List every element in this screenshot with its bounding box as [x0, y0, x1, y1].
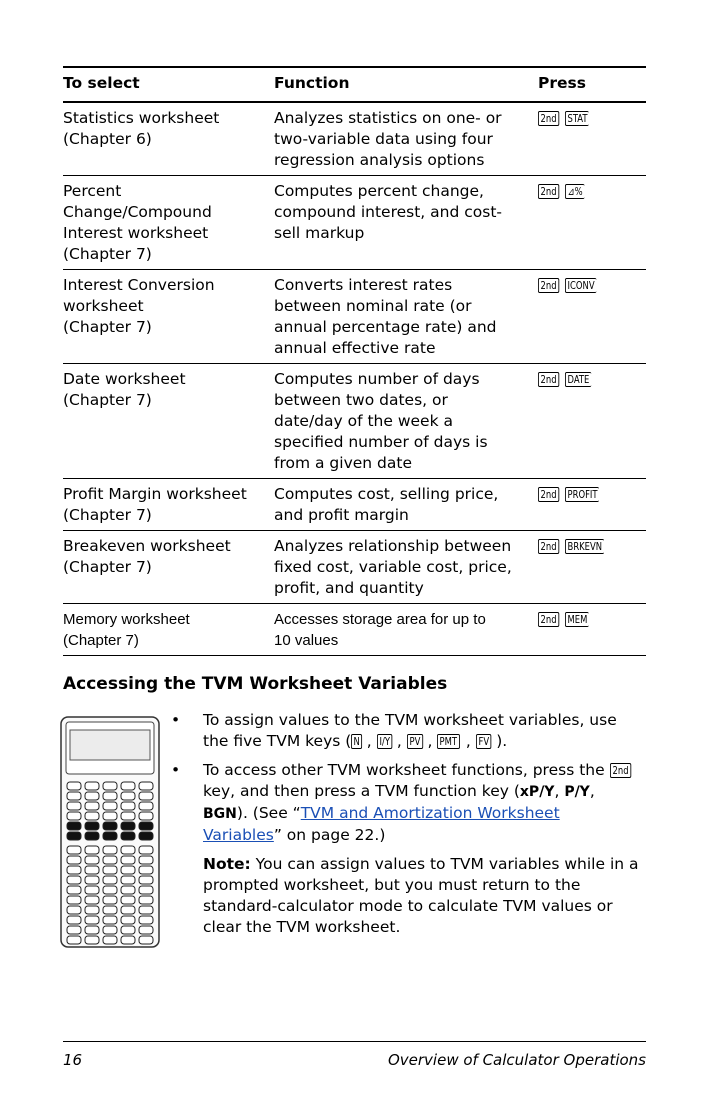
bullet2-text: To access other TVM worksheet functions, press the — [203, 761, 610, 779]
bullet1-line2 — [203, 731, 648, 752]
tvm-keys — [351, 732, 496, 750]
cell-function-line: Analyzes relationship between — [274, 537, 512, 555]
calculator-key — [139, 822, 153, 830]
calculator-key — [103, 916, 117, 924]
calculator-key — [103, 846, 117, 854]
key-2nd: 2nd — [610, 763, 631, 778]
calculator-key — [85, 802, 99, 810]
calculator-key — [85, 906, 99, 914]
key-cap: 2nd — [538, 612, 559, 627]
calculator-key — [67, 846, 81, 854]
table-row — [63, 531, 646, 604]
cell-function-line: Computes number of days — [274, 370, 480, 388]
calculator-key — [121, 832, 135, 840]
tvm-key: FV — [476, 734, 492, 749]
cell-to-select-line: Statistics worksheet — [63, 109, 220, 127]
tvm-worksheet-link[interactable]: TVM and Amortization Worksheet — [300, 804, 560, 822]
calculator-key — [67, 916, 81, 924]
cell-function-line: profit, and quantity — [274, 579, 424, 597]
calculator-key — [121, 926, 135, 934]
cell-to-select-line: (Chapter 7) — [63, 506, 152, 524]
calculator-key — [85, 886, 99, 894]
calculator-key — [103, 822, 117, 830]
calculator-key — [139, 856, 153, 864]
cell-function-line: compound interest, and cost- — [274, 203, 502, 221]
tvm-key: PMT — [437, 734, 460, 749]
calculator-key — [67, 812, 81, 820]
cell-to-select — [63, 604, 274, 656]
cell-to-select-line: (Chapter 7) — [63, 318, 152, 336]
table-row — [63, 479, 646, 531]
key-separator: , — [465, 732, 476, 750]
calculator-key — [121, 936, 135, 944]
bullet-assign-values — [171, 710, 648, 752]
key-cap: 2nd — [538, 278, 559, 293]
calculator-key — [139, 936, 153, 944]
tvm-key: PV — [407, 734, 423, 749]
calculator-key — [67, 802, 81, 810]
key-cap: STAT — [565, 111, 589, 126]
cell-press — [538, 479, 646, 531]
cell-function — [274, 531, 538, 604]
cell-function-line: from a given date — [274, 454, 412, 472]
cell-to-select — [63, 479, 274, 531]
note-line2: prompted worksheet, but you must return to the — [203, 876, 581, 894]
cell-to-select — [63, 531, 274, 604]
calculator-key — [85, 926, 99, 934]
calculator-key — [67, 832, 81, 840]
tvm-key: I/Y — [377, 734, 393, 749]
bullet-mark: • — [171, 711, 181, 729]
calculator-key — [103, 876, 117, 884]
key-cap: ⊿% — [565, 184, 584, 199]
cell-press — [538, 176, 646, 270]
calculator-key — [85, 782, 99, 790]
bullet1-line1: To assign values to the TVM worksheet variables, use — [203, 711, 617, 729]
cell-to-select-line: worksheet — [63, 297, 144, 315]
cell-press — [538, 364, 646, 479]
calculator-key — [121, 846, 135, 854]
key-cap: 2nd — [538, 539, 559, 554]
calculator-key — [67, 856, 81, 864]
bullet-mark: • — [171, 761, 181, 779]
header-to-select: To select — [63, 67, 274, 102]
note-line4: clear the TVM worksheet. — [203, 918, 401, 936]
table-row — [63, 364, 646, 479]
calculator-key — [121, 782, 135, 790]
calculator-key — [103, 812, 117, 820]
bullet2-line3 — [203, 803, 648, 825]
calculator-key — [67, 886, 81, 894]
cell-to-select — [63, 270, 274, 364]
calculator-key — [67, 896, 81, 904]
calculator-key — [103, 896, 117, 904]
key-cap: BRKEVN — [565, 539, 604, 554]
key-separator: , — [427, 732, 438, 750]
cell-press — [538, 102, 646, 176]
key-cap: 2nd — [538, 111, 559, 126]
calculator-key — [67, 926, 81, 934]
cell-to-select-line: Percent — [63, 182, 122, 200]
cell-function — [274, 479, 538, 531]
key-cap: 2nd — [538, 487, 559, 502]
table-row — [63, 270, 646, 364]
calculator-key — [67, 782, 81, 790]
cell-function-line: Analyzes statistics on one- or — [274, 109, 502, 127]
calculator-key — [139, 866, 153, 874]
tvm-worksheet-link-cont[interactable]: Variables — [203, 826, 274, 844]
page-number: 16 — [63, 1051, 83, 1069]
calculator-key — [121, 822, 135, 830]
cell-to-select — [63, 364, 274, 479]
cell-function-line: specified number of days is — [274, 433, 488, 451]
calculator-icon — [60, 716, 160, 948]
cell-to-select-line: (Chapter 7) — [63, 558, 152, 576]
calculator-key — [103, 886, 117, 894]
worksheet-table — [63, 66, 646, 656]
calculator-key — [103, 936, 117, 944]
bullet2-text: ” on page 22.) — [273, 826, 386, 844]
calculator-key — [85, 866, 99, 874]
calculator-key — [121, 916, 135, 924]
cell-function-line: Converts interest rates — [274, 276, 453, 294]
cell-to-select — [63, 176, 274, 270]
cell-to-select-line: Date worksheet — [63, 370, 186, 388]
key-cap: ICONV — [565, 278, 596, 293]
calculator-key — [85, 936, 99, 944]
fn-py: P/Y — [564, 784, 590, 800]
calculator-key — [67, 866, 81, 874]
cell-function — [274, 270, 538, 364]
cell-function — [274, 364, 538, 479]
cell-press — [538, 604, 646, 656]
calculator-key — [139, 846, 153, 854]
calculator-key — [121, 906, 135, 914]
cell-function-line: between nominal rate (or — [274, 297, 472, 315]
calculator-key — [103, 926, 117, 934]
note-line1 — [203, 854, 648, 875]
cell-to-select-line: Memory worksheet — [63, 611, 190, 628]
key-cap: 2nd — [538, 184, 559, 199]
calculator-key — [121, 896, 135, 904]
header-press: Press — [538, 67, 646, 102]
cell-function-line: annual effective rate — [274, 339, 436, 357]
cell-to-select-line: Interest Conversion — [63, 276, 215, 294]
calculator-key — [103, 782, 117, 790]
bullet2-line4 — [203, 825, 648, 846]
table-row — [63, 176, 646, 270]
calculator-key — [139, 916, 153, 924]
calculator-key — [85, 896, 99, 904]
cell-to-select-line: (Chapter 6) — [63, 130, 152, 148]
calculator-key — [139, 792, 153, 800]
cell-to-select-line: (Chapter 7) — [63, 632, 139, 649]
fn-xpy: xP/Y — [519, 784, 555, 800]
cell-function-line: regression analysis options — [274, 151, 485, 169]
cell-function-line: annual percentage rate) and — [274, 318, 497, 336]
calculator-key — [139, 906, 153, 914]
key-cap: DATE — [565, 372, 591, 387]
cell-function-line: Computes percent change, — [274, 182, 484, 200]
bullet2-line1 — [203, 760, 648, 781]
bullet-access-functions — [171, 760, 648, 846]
table-row — [63, 604, 646, 656]
key-separator: , — [366, 732, 377, 750]
calculator-key — [121, 886, 135, 894]
cell-to-select — [63, 102, 274, 176]
fn-bgn: BGN — [203, 806, 237, 822]
cell-to-select-line: Interest worksheet — [63, 224, 209, 242]
key-cap: 2nd — [538, 372, 559, 387]
calculator-key — [85, 792, 99, 800]
cell-function-line: fixed cost, variable cost, price, — [274, 558, 512, 576]
table-header-row — [63, 67, 646, 102]
calculator-key — [139, 782, 153, 790]
cell-function-line: date/day of the week a — [274, 412, 453, 430]
calculator-key — [139, 926, 153, 934]
cell-to-select-line: Change/Compound — [63, 203, 212, 221]
cell-to-select-line: (Chapter 7) — [63, 391, 152, 409]
cell-function-line: 10 values — [274, 632, 339, 649]
cell-function-line: Computes cost, selling price, — [274, 485, 499, 503]
calculator-key — [121, 856, 135, 864]
note-text: You can assign values to TVM variables while in a — [250, 855, 639, 873]
calculator-key — [103, 792, 117, 800]
cell-to-select-line: (Chapter 7) — [63, 245, 152, 263]
calculator-key — [103, 906, 117, 914]
calculator-key — [85, 832, 99, 840]
key-cap: PROFIT — [565, 487, 599, 502]
calculator-key — [67, 822, 81, 830]
bullet2-text: ). (See “ — [236, 804, 301, 822]
calculator-key — [121, 792, 135, 800]
note-line3: standard-calculator mode to calculate TVM values or — [203, 897, 613, 915]
calculator-key — [85, 846, 99, 854]
calculator-key — [139, 886, 153, 894]
cell-press — [538, 531, 646, 604]
cell-press — [538, 270, 646, 364]
calculator-key — [139, 812, 153, 820]
calculator-key — [103, 832, 117, 840]
calculator-key — [85, 856, 99, 864]
bullet1-text-pre: the five TVM keys ( — [203, 732, 352, 750]
calculator-key — [85, 916, 99, 924]
bullet2-text: key, and then press a TVM function key ( — [203, 782, 520, 800]
tvm-key: N — [351, 734, 362, 749]
header-function: Function — [274, 67, 538, 102]
cell-to-select-line: Breakeven worksheet — [63, 537, 231, 555]
chapter-title: Overview of Calculator Operations — [387, 1051, 646, 1069]
calculator-key — [139, 832, 153, 840]
calculator-key — [67, 906, 81, 914]
footer-divider — [63, 1041, 646, 1042]
calculator-key — [121, 866, 135, 874]
cell-function-line: Accesses storage area for up to — [274, 611, 486, 628]
table-row — [63, 102, 646, 176]
note-label: Note: — [203, 855, 251, 873]
calculator-key — [85, 822, 99, 830]
calculator-key — [139, 802, 153, 810]
calculator-key — [121, 802, 135, 810]
cell-function-line: two-variable data using four — [274, 130, 493, 148]
calculator-key — [103, 802, 117, 810]
calculator-key — [85, 812, 99, 820]
section-heading: Accessing the TVM Worksheet Variables — [63, 674, 448, 694]
calculator-key — [121, 876, 135, 884]
cell-function-line: between two dates, or — [274, 391, 448, 409]
calculator-key — [139, 876, 153, 884]
cell-function — [274, 604, 538, 656]
bullet1-text-post: ). — [496, 732, 508, 750]
calculator-key — [103, 856, 117, 864]
cell-to-select-line: Profit Margin worksheet — [63, 485, 247, 503]
cell-function — [274, 176, 538, 270]
key-cap: MEM — [565, 612, 589, 627]
calculator-key — [139, 896, 153, 904]
key-separator: , — [396, 732, 407, 750]
section-body — [171, 710, 648, 946]
calculator-key — [121, 812, 135, 820]
note-paragraph — [203, 854, 648, 938]
calculator-key — [67, 936, 81, 944]
bullet2-line2: key, and then press a TVM function key (xP/Y, P/Y, — [203, 782, 595, 800]
calculator-key — [85, 876, 99, 884]
cell-function-line: sell markup — [274, 224, 365, 242]
cell-function — [274, 102, 538, 176]
calculator-key — [67, 792, 81, 800]
calculator-key — [103, 866, 117, 874]
calculator-key — [67, 876, 81, 884]
cell-function-line: and profit margin — [274, 506, 409, 524]
